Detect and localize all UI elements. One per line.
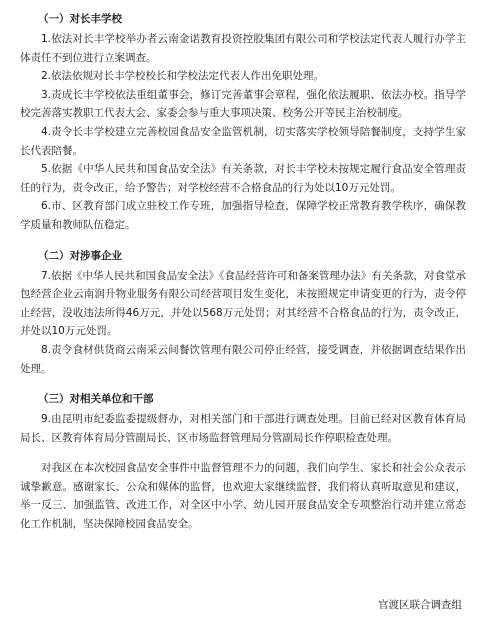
paragraph-7: 7.依据《中华人民共和国食品安全法》《食品经营许可和备案管理办法》有关条款，对食堂承包经营企业云南润升物业服务有限公司经营项目发生变化，未按照规定申请变更的行为，责令停止经营，没收违法所得46万元，并处以568万元处罚；对其经营不合格食品的行为，责令改正，并处以10万元处罚。 [20,269,466,338]
paragraph-9: 9.由昆明市纪委监委提级督办，对相关部门和干部进行调查处理。目前已经对区教育体育局局长、区教育体育局分管副局长、区市场监督管理局分管副局长作停职检查处理。 [20,413,466,444]
paragraph-1: 1.依法对长丰学校举办者云南金诺教育投资控股集团有限公司和学校法定代表人履行办学主体责任不到位进行立案调查。 [20,33,466,64]
paragraph-6: 6.市、区教育部门成立驻校工作专班，加强指导检查，保障学校正常教育教学秩序，确保教学质量和教师队伍稳定。 [20,200,466,231]
section-units-and-cadres [20,390,466,447]
paragraph-4: 4.责令长丰学校建立完善校园食品安全监管机制，切实落实学校领导陪餐制度，支持学生家长代表陪餐。 [20,125,466,157]
signature: 官渡区联合调查组 [378,599,462,611]
section-title: （一）对长丰学校 [38,13,122,25]
section-enterprise [20,247,466,379]
paragraph-2: 2.依法依规对长丰学校校长和学校法定代表人作出免职处理。 [41,70,325,83]
paragraph-5: 5.依据《中华人民共和国食品安全法》有关条款，对长丰学校未按规定履行食品安全管理责任的行为，责令改正，给予警告；对学校经营不合格食品的行为处以10万元处罚。 [20,163,466,194]
section-title: （二）对涉事企业 [38,249,122,262]
section-title: （三）对相关单位和干部 [38,393,154,406]
paragraph-8: 8.责令食材供货商云南采云间餐饮管理有限公司停止经营，接受调查，并依据调查结果作出处理。 [20,343,466,375]
paragraph-3: 3.责成长丰学校依法重组董事会，修订完善董事会章程，强化依法履职、依法办校。指导学校完善落实教职工代表大会、家委会参与重大事项决策、校务公开等民主治校制度。 [20,88,466,120]
closing-paragraph: 对我区在本次校园食品安全事件中监督管理不力的问题，我们向学生、家长和社会公众表示诚挚歉意。感谢家长、公众和媒体的监督，也欢迎大家继续监督，我们将认真听取意见和建议，举一反三、加强监管、改进工作，对全区中小学、幼儿园开展食品安全专项整治行动并建立常态化工作机制，坚决保障校园食品安全。 [20,462,466,531]
section-school [20,10,466,235]
